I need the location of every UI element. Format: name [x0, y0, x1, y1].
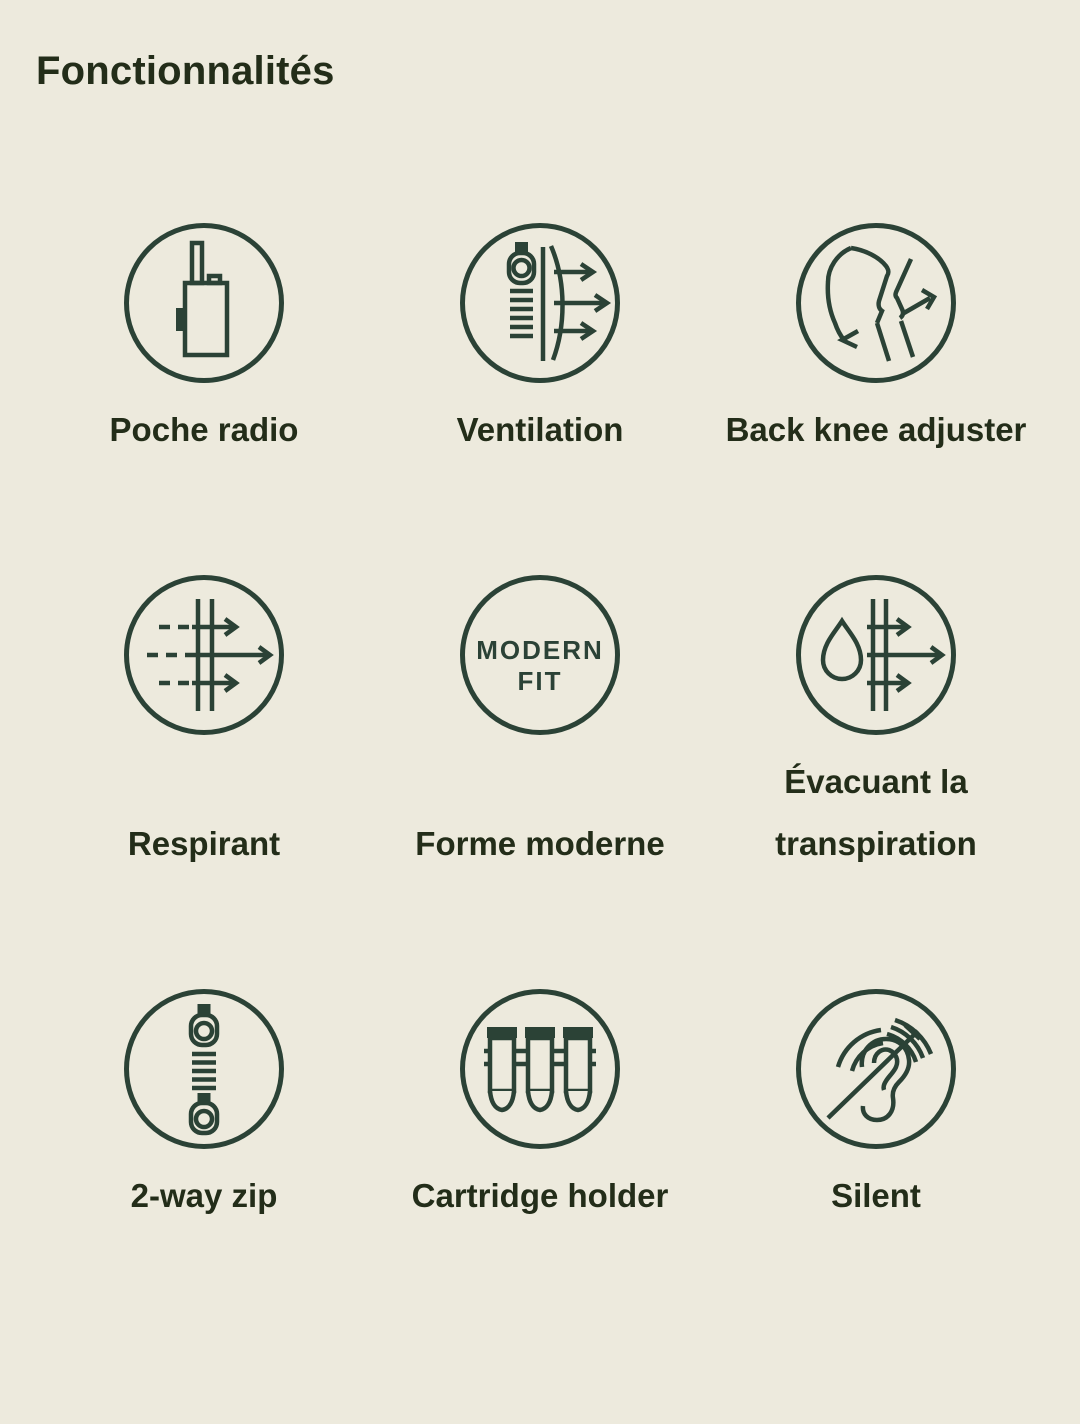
- feature-label-box: [457, 399, 624, 461]
- svg-text:MODERN: MODERN: [476, 635, 604, 665]
- svg-text:FIT: FIT: [517, 666, 563, 696]
- feature-label-box: [412, 1165, 669, 1227]
- silent-fabric-icon: [794, 987, 958, 1151]
- two-way-zip-icon: [122, 987, 286, 1151]
- feature-card: [708, 221, 1044, 461]
- feature-label: Silent: [831, 1177, 921, 1214]
- feature-label: Cartridge holder: [411, 1177, 669, 1214]
- back-knee-adjuster-icon: [794, 221, 958, 385]
- radio-pocket-icon: [122, 221, 286, 385]
- feature-label: Back knee adjuster: [725, 411, 1027, 448]
- feature-card: [36, 573, 372, 875]
- feature-card: [372, 987, 708, 1227]
- feature-label: Respirant: [127, 825, 281, 862]
- feature-label-box: [831, 1165, 921, 1227]
- feature-card: [372, 573, 708, 875]
- feature-label-box: [415, 751, 664, 875]
- feature-label-box: [128, 751, 280, 875]
- feature-label: Forme moderne: [415, 825, 665, 862]
- features-grid: [36, 221, 1044, 1227]
- feature-card: [708, 987, 1044, 1227]
- page-title: Fonctionnalités: [36, 49, 335, 93]
- ventilation-icon: [458, 221, 622, 385]
- feature-label-box: [110, 399, 299, 461]
- breathable-airflow-icon: [122, 573, 286, 737]
- feature-label: Poche radio: [109, 411, 299, 448]
- feature-label: 2-way zip: [130, 1177, 278, 1214]
- feature-label: Évacuant la transpiration: [775, 763, 977, 862]
- feature-label: Ventilation: [456, 411, 624, 448]
- feature-card: [36, 221, 372, 461]
- moisture-wicking-icon: [794, 573, 958, 737]
- modern-fit-badge-icon: [458, 573, 622, 737]
- feature-label-box: [726, 399, 1027, 461]
- feature-card: [708, 573, 1044, 875]
- feature-card: [372, 221, 708, 461]
- feature-card: [36, 987, 372, 1227]
- cartridge-holder-icon: [458, 987, 622, 1151]
- feature-label-box: [721, 751, 1031, 875]
- feature-label-box: [131, 1165, 278, 1227]
